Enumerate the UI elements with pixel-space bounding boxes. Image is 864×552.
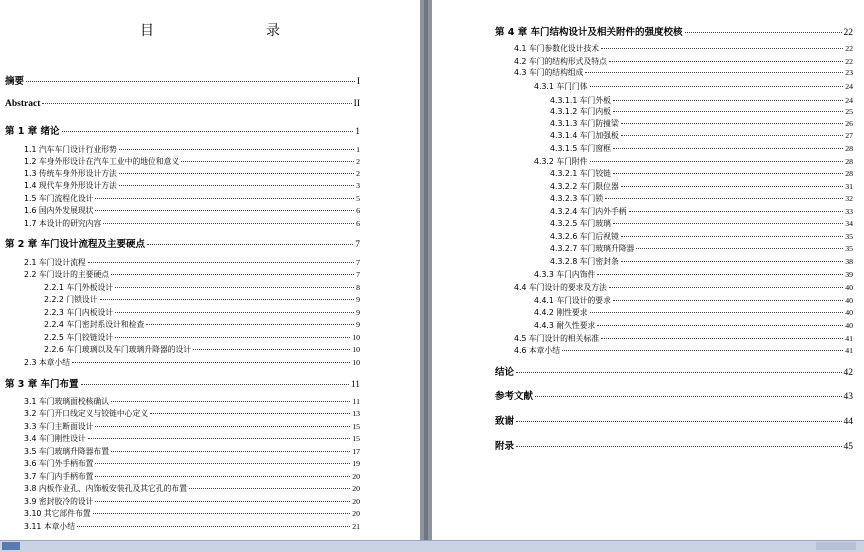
toc-entry[interactable]: [24, 433, 360, 444]
toc-dot-leader: [621, 186, 843, 187]
toc-dot-leader: [605, 198, 843, 199]
toc-dot-leader: [119, 173, 354, 174]
toc-entry-title: 第 2 章 车门设计流程及主要硬点: [5, 239, 146, 250]
toc-entry[interactable]: [24, 496, 360, 507]
toc-entry-title: 4.4 车门设计的要求及方法: [514, 283, 607, 292]
toc-dot-leader: [95, 198, 354, 199]
page-gutter: [420, 0, 432, 540]
toc-dot-leader: [103, 223, 354, 224]
toc-dot-leader: [81, 384, 349, 385]
toc-dot-leader: [562, 350, 843, 351]
toc-page-number: 7: [355, 240, 360, 250]
toc-dot-leader: [609, 61, 843, 62]
toc-page-number: II: [353, 99, 360, 109]
toc-entry-title: 4.3.1 车门门体: [534, 82, 588, 91]
toc-page-number: 41: [845, 346, 853, 355]
toc-page-number: 41: [845, 334, 853, 343]
toc-entry-title: 4.3.2.5 车门玻璃: [550, 219, 611, 228]
toc-dot-leader: [613, 173, 843, 174]
toc-dot-leader: [535, 396, 841, 397]
toc-entry[interactable]: [495, 413, 853, 427]
toc-entry-title: 4.3.2.4 车门内外手柄: [550, 207, 627, 216]
toc-page-number: 24: [845, 82, 853, 91]
toc-page-number: 32: [845, 194, 853, 203]
toc-entry-title: 1.2 车身外形设计在汽车工业中的地位和意义: [24, 157, 180, 166]
toc-entry-title: 2.1 车门设计流程: [24, 258, 86, 267]
toc-entry[interactable]: [24, 458, 360, 469]
toc-entry-title: 3.3 车门主断面设计: [24, 422, 94, 431]
toc-entry[interactable]: [514, 56, 853, 67]
toc-page-number: 21: [352, 522, 360, 531]
toc-dot-leader: [88, 262, 354, 263]
toc-page-number: 42: [843, 368, 853, 378]
toc-page-number: 15: [352, 434, 360, 443]
toc-page-number: 1: [355, 127, 360, 137]
toc-entry-title: 3.2 车门开口线定义与铰链中心定义: [24, 409, 149, 418]
toc-entry-title: 第 3 章 车门布置: [5, 379, 79, 390]
toc-page-number: 6: [356, 206, 360, 215]
toc-page-number: 20: [352, 497, 360, 506]
toc-dot-leader: [621, 123, 843, 124]
toc-entry[interactable]: [550, 95, 853, 106]
toc-dot-leader: [181, 161, 354, 162]
toc-entry-title: 1.7 本设计的研究内容: [24, 219, 102, 228]
toc-dot-leader: [516, 421, 841, 422]
toc-dot-leader: [590, 86, 844, 87]
toc-entry[interactable]: [5, 123, 360, 137]
toc-page-number: 17: [352, 447, 360, 456]
toc-dot-leader: [95, 210, 354, 211]
toc-entry[interactable]: [24, 257, 360, 268]
toc-entry[interactable]: [550, 168, 853, 179]
toc-entry[interactable]: [44, 307, 360, 318]
toc-page-number: 2: [356, 169, 360, 178]
toc-entry[interactable]: [24, 205, 360, 216]
toc-entry-title: 2.3 本章小结: [24, 358, 71, 367]
toc-entry-title: 2.2.2 门锁设计: [44, 295, 98, 304]
toc-entry-title: 3.7 车门内手柄布置: [24, 472, 94, 481]
toc-page-number: 28: [845, 157, 853, 166]
status-bar: [0, 540, 864, 552]
toc-page-number: 34: [845, 219, 853, 228]
toc-page-number: 9: [356, 308, 360, 317]
toc-entry-title: 4.6 本章小结: [514, 346, 561, 355]
toc-entry-title: 4.3.2.3 车门锁: [550, 194, 604, 203]
toc-entry-title: 2.2 车门设计的主要硬点: [24, 270, 110, 279]
toc-page-number: 43: [843, 392, 853, 402]
toc-dot-leader: [147, 244, 353, 245]
toc-page-number: 45: [843, 442, 853, 452]
toc-entry-title: 摘要: [5, 76, 25, 87]
toc-entry[interactable]: [24, 168, 360, 179]
toc-entry-title: 4.3.2.8 车门密封条: [550, 257, 619, 266]
toc-dot-leader: [629, 211, 844, 212]
toc-page-number: 22: [843, 28, 853, 38]
toc-entry-title: 3.4 车门刚性设计: [24, 434, 86, 443]
toc-entry[interactable]: [550, 243, 853, 254]
toc-entry-title: 4.3.1.3 车门防撞梁: [550, 119, 619, 128]
toc-dot-leader: [115, 287, 354, 288]
toc-page-number: 28: [845, 169, 853, 178]
toc-entry[interactable]: [550, 106, 853, 117]
toc-entry[interactable]: [534, 156, 853, 167]
toc-entry-title: 4.3.2.6 车门后视镜: [550, 232, 619, 241]
word-icon[interactable]: [2, 542, 20, 550]
toc-page-number: 15: [352, 422, 360, 431]
toc-entry[interactable]: [24, 521, 360, 532]
toc-dot-leader: [146, 324, 354, 325]
toc-entry-title: 4.4.1 车门设计的要求: [534, 296, 611, 305]
toc-page-number: 33: [845, 207, 853, 216]
toc-entry-title: 结论: [495, 367, 515, 378]
toc-entry[interactable]: [495, 388, 853, 402]
toc-dot-leader: [88, 438, 351, 439]
toc-entry[interactable]: [550, 181, 853, 192]
toc-dot-leader: [95, 463, 350, 464]
toc-entry[interactable]: [550, 118, 853, 129]
toc-entry-title: 3.1 车门玻璃面校核确认: [24, 397, 110, 406]
toc-entry[interactable]: [44, 282, 360, 293]
toc-dot-leader: [111, 401, 350, 402]
toc-dot-leader: [119, 149, 354, 150]
toc-dot-leader: [193, 349, 350, 350]
toc-page-number: 40: [845, 321, 853, 330]
toc-dot-leader: [613, 223, 843, 224]
toc-entry-title: 4.2 车门的结构形式及特点: [514, 57, 607, 66]
toc-entry-title: 第 4 章 车门结构设计及相关附件的强度校核: [495, 27, 683, 38]
toc-entry[interactable]: [514, 67, 853, 78]
toc-entry[interactable]: [44, 344, 360, 355]
toc-entry[interactable]: [534, 81, 853, 92]
toc-page-number: 13: [352, 409, 360, 418]
toc-dot-leader: [585, 72, 843, 73]
toc-entry-title: 4.3.2.2 车门限位器: [550, 182, 619, 191]
toc-entry[interactable]: [5, 376, 360, 390]
toc-dot-leader: [100, 299, 355, 300]
toc-entry[interactable]: [24, 421, 360, 432]
toc-page-number: 11: [350, 380, 360, 390]
toc-entry-title: 4.4.2 刚性要求: [534, 308, 588, 317]
toc-dot-leader: [95, 426, 350, 427]
toc-dot-leader: [516, 372, 841, 373]
toc-dot-leader: [111, 274, 354, 275]
toc-entry[interactable]: [495, 364, 853, 378]
toc-page-number: 10: [352, 358, 360, 367]
toc-entry-title: 4.3.2 车门附件: [534, 157, 588, 166]
toc-page-number: 44: [843, 417, 853, 427]
toc-dot-leader: [93, 513, 351, 514]
toc-dot-leader: [613, 100, 843, 101]
toc-dot-leader: [516, 446, 841, 447]
toc-entry-title: 3.9 密封胶冷的设计: [24, 497, 94, 506]
toc-page-number: 6: [356, 219, 360, 228]
toc-page-number: 26: [845, 119, 853, 128]
toc-page-number: 7: [356, 258, 360, 267]
toc-entry[interactable]: [550, 143, 853, 154]
toc-page-number: 28: [845, 144, 853, 153]
toc-entry-title: 2.2.3 车门内板设计: [44, 308, 114, 317]
toc-page-number: 40: [845, 308, 853, 317]
toc-entry-title: 3.6 车门外手柄布置: [24, 459, 94, 468]
toc-entry-title: 1.1 汽车车门设计行业形势: [24, 145, 117, 154]
toc-entry-title: 3.11 本章小结: [24, 522, 76, 531]
toc-entry-title: 2.2.1 车门外板设计: [44, 283, 114, 292]
toc-dot-leader: [597, 325, 843, 326]
toc-page-number: 38: [845, 257, 853, 266]
toc-entry[interactable]: [514, 333, 853, 344]
toc-dot-leader: [685, 32, 842, 33]
toc-entry[interactable]: [534, 307, 853, 318]
toc-entry-title: 1.5 车门流程化设计: [24, 194, 94, 203]
toc-page-number: 40: [845, 283, 853, 292]
toc-page-number: 20: [352, 472, 360, 481]
toc-entry-title: 4.3.2.7 车门玻璃升降器: [550, 244, 635, 253]
toc-page-number: 23: [845, 68, 853, 77]
toc-entry[interactable]: [550, 231, 853, 242]
toc-entry[interactable]: [24, 156, 360, 167]
toc-page-number: 25: [845, 107, 853, 116]
toc-entry[interactable]: [24, 144, 360, 155]
toc-page-number: 19: [352, 459, 360, 468]
toc-page-number: 10: [352, 333, 360, 342]
toc-entry-title: 2.2.5 车门铰链设计: [44, 333, 114, 342]
toc-entry-title: 2.2.4 车门密封系设计和检查: [44, 320, 145, 329]
toc-entry[interactable]: [550, 206, 853, 217]
toc-dot-leader: [95, 476, 350, 477]
toc-page-number: 1: [356, 145, 360, 154]
toc-dot-leader: [77, 526, 350, 527]
toc-page-number: 20: [352, 509, 360, 518]
toc-entry[interactable]: [514, 43, 853, 54]
toc-dot-leader: [621, 135, 843, 136]
toc-dot-leader: [150, 413, 350, 414]
toc-entry[interactable]: [550, 256, 853, 267]
toc-dot-leader: [590, 312, 844, 313]
toc-page-number: 2: [356, 157, 360, 166]
toc-entry-title: 4.3 车门的结构组成: [514, 68, 584, 77]
right-document-page: [432, 0, 864, 540]
toc-dot-leader: [609, 287, 843, 288]
toc-entry[interactable]: [44, 294, 360, 305]
toc-entry-title: 3.5 车门玻璃升降器布置: [24, 447, 110, 456]
toc-entry-title: 3.10 其它部件布置: [24, 509, 91, 518]
toc-entry[interactable]: [24, 180, 360, 191]
toc-page-number: 35: [845, 244, 853, 253]
toc-entry[interactable]: [550, 218, 853, 229]
toc-entry-title: 3.8 内板作业孔、内饰板安装孔及其它孔的布置: [24, 484, 188, 493]
toc-entry-title: 参考文献: [495, 391, 534, 402]
toc-entry-title: Abstract: [5, 99, 41, 109]
toc-entry[interactable]: [5, 99, 360, 109]
toc-entry-title: 4.1 车门参数化设计技术: [514, 44, 600, 53]
toc-dot-leader: [119, 185, 354, 186]
toc-page-number: 31: [845, 182, 853, 191]
toc-dot-leader: [72, 362, 350, 363]
toc-page-number: 10: [352, 345, 360, 354]
toc-entry[interactable]: [514, 345, 853, 356]
toc-page-number: 39: [845, 270, 853, 279]
toc-dot-leader: [111, 451, 350, 452]
toc-entry[interactable]: [550, 193, 853, 204]
toc-page-number: 11: [352, 397, 360, 406]
toc-dot-leader: [95, 501, 350, 502]
toc-entry-title: 4.3.1.1 车门外板: [550, 96, 611, 105]
toc-dot-leader: [601, 48, 843, 49]
toc-dot-leader: [115, 312, 354, 313]
toc-dot-leader: [636, 248, 843, 249]
toc-entry[interactable]: [495, 438, 853, 452]
toc-entry[interactable]: [24, 508, 360, 519]
toc-entry[interactable]: [44, 332, 360, 343]
toc-page-number: 20: [352, 484, 360, 493]
toc-entry[interactable]: [24, 471, 360, 482]
toc-entry[interactable]: [44, 319, 360, 330]
toc-entry[interactable]: [550, 130, 853, 141]
toc-page-number: 5: [356, 194, 360, 203]
toc-entry[interactable]: [24, 218, 360, 229]
toc-entry[interactable]: [24, 408, 360, 419]
toc-entry-title: 4.3.1.4 车门加强板: [550, 131, 619, 140]
toc-entry-title: 4.3.1.5 车门窗框: [550, 144, 611, 153]
toc-page-number: 22: [845, 57, 853, 66]
toc-page-number: 22: [845, 44, 853, 53]
toc-entry-title: 4.3.3 车门内饰件: [534, 270, 596, 279]
toc-page-number: 24: [845, 96, 853, 105]
toc-entry[interactable]: [24, 357, 360, 368]
toc-title: 目 录: [140, 23, 308, 39]
toc-page-number: 7: [356, 270, 360, 279]
toc-entry[interactable]: [534, 320, 853, 331]
toc-entry-title: 1.3 传统车身外形设计方法: [24, 169, 117, 178]
toc-page-number: 9: [356, 295, 360, 304]
toc-dot-leader: [621, 261, 843, 262]
toc-dot-leader: [613, 148, 843, 149]
toc-entry-title: 2.2.6 车门玻璃以及车门玻璃升降器的设计: [44, 345, 192, 354]
toc-entry[interactable]: [24, 396, 360, 407]
toc-entry-title: 致谢: [495, 416, 515, 427]
left-document-page: [0, 0, 420, 540]
toc-entry-title: 1.6 国内外发展现状: [24, 206, 94, 215]
toc-dot-leader: [590, 161, 844, 162]
toc-entry[interactable]: [514, 282, 853, 293]
toc-entry[interactable]: [24, 446, 360, 457]
toc-entry[interactable]: [5, 73, 360, 87]
toc-dot-leader: [597, 274, 843, 275]
toc-page-number: 3: [356, 181, 360, 190]
toc-page-number: 27: [845, 131, 853, 140]
toc-dot-leader: [115, 337, 350, 338]
toc-page-number: 9: [356, 320, 360, 329]
toc-entry[interactable]: [24, 483, 360, 494]
toc-dot-leader: [601, 338, 843, 339]
toc-entry[interactable]: [24, 269, 360, 280]
toc-dot-leader: [613, 111, 843, 112]
zoom-control[interactable]: [816, 542, 856, 550]
toc-entry-title: 4.3.1.2 车门内板: [550, 107, 611, 116]
toc-dot-leader: [62, 131, 354, 132]
toc-dot-leader: [189, 488, 350, 489]
toc-entry[interactable]: [534, 269, 853, 280]
toc-entry-title: 第 1 章 绪论: [5, 126, 60, 137]
toc-entry-title: 4.4.3 耐久性要求: [534, 321, 596, 330]
toc-dot-leader: [26, 81, 355, 82]
toc-page-number: 40: [845, 296, 853, 305]
toc-entry-title: 4.5 车门设计的相关标准: [514, 334, 600, 343]
toc-page-number: I: [356, 77, 360, 87]
toc-entry[interactable]: [495, 24, 853, 38]
toc-entry[interactable]: [24, 193, 360, 204]
toc-page-number: 35: [845, 232, 853, 241]
toc-dot-leader: [613, 300, 843, 301]
toc-entry-title: 附录: [495, 441, 515, 452]
toc-entry[interactable]: [5, 236, 360, 250]
toc-dot-leader: [621, 236, 843, 237]
toc-dot-leader: [42, 103, 351, 104]
toc-entry-title: 1.4 现代车身外形设计方法: [24, 181, 117, 190]
toc-entry-title: 4.3.2.1 车门铰链: [550, 169, 611, 178]
toc-entry[interactable]: [534, 295, 853, 306]
toc-page-number: 8: [356, 283, 360, 292]
